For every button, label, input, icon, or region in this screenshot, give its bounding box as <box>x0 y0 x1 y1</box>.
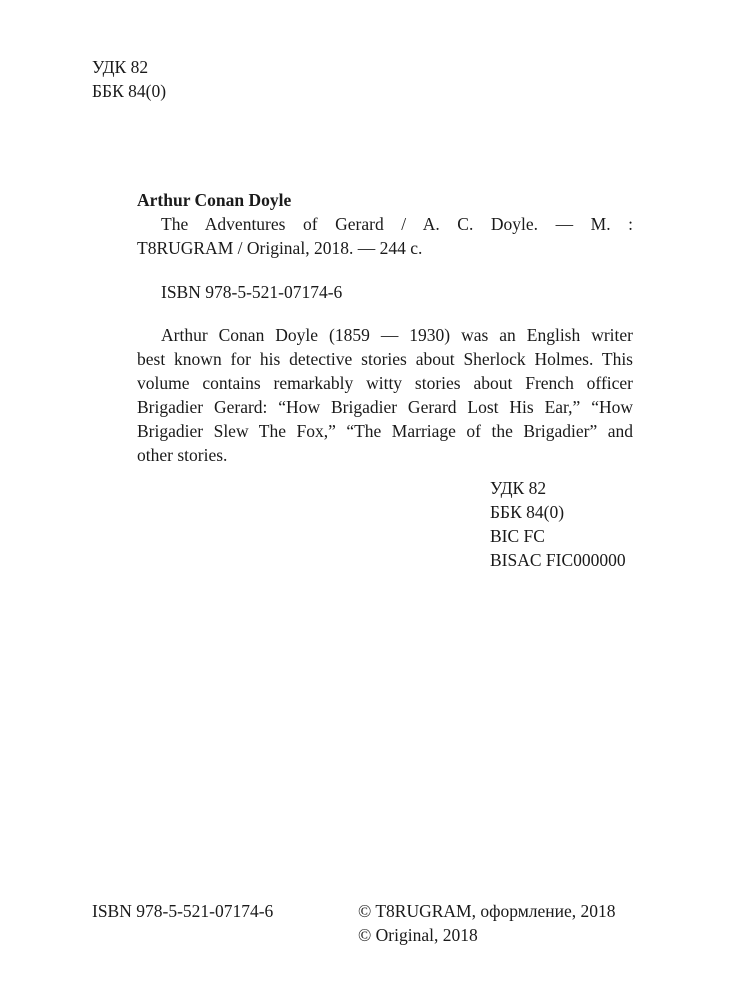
bbk-code: ББК 84(0) <box>92 81 167 101</box>
bisac-code: BISAC FIC000000 <box>490 550 626 570</box>
udk-code: УДК 82 <box>490 478 547 498</box>
entry-publisher-line: T8RUGRAM / Original, 2018. — 244 с. <box>137 238 423 258</box>
abstract-line: Arthur Conan Doyle (1859 — 1930) was an English writer <box>161 325 633 345</box>
author-name: Arthur Conan Doyle <box>137 190 292 210</box>
entry-title-line: The Adventures of Gerard / A. C. Doyle. — M. : <box>161 214 633 234</box>
copyright-line: © Original, 2018 <box>358 925 478 945</box>
entry-isbn: ISBN 978-5-521-07174-6 <box>161 282 343 302</box>
bibliographic-entry <box>137 188 633 260</box>
abstract-line: Brigadier Gerard: “How Brigadier Gerard Lost His Ear,” “How <box>137 397 633 417</box>
bbk-code: ББК 84(0) <box>490 502 565 522</box>
copyright-notice <box>358 899 616 947</box>
copyright-line: © T8RUGRAM, оформление, 2018 <box>358 901 616 921</box>
footer-isbn: ISBN 978-5-521-07174-6 <box>92 901 274 921</box>
abstract-line: best known for his detective stories about Sherlock Holmes. This <box>137 349 633 369</box>
bic-code: BIC FC <box>490 526 545 546</box>
abstract-line: volume contains remarkably witty stories about French officer <box>137 373 633 393</box>
top-classification-codes <box>92 55 166 103</box>
udk-code: УДК 82 <box>92 57 149 77</box>
book-abstract <box>137 323 633 467</box>
abstract-line: other stories. <box>137 445 228 465</box>
abstract-line: Brigadier Slew The Fox,” “The Marriage of the Brigadier” and <box>137 421 633 441</box>
right-classification-codes <box>490 476 626 572</box>
